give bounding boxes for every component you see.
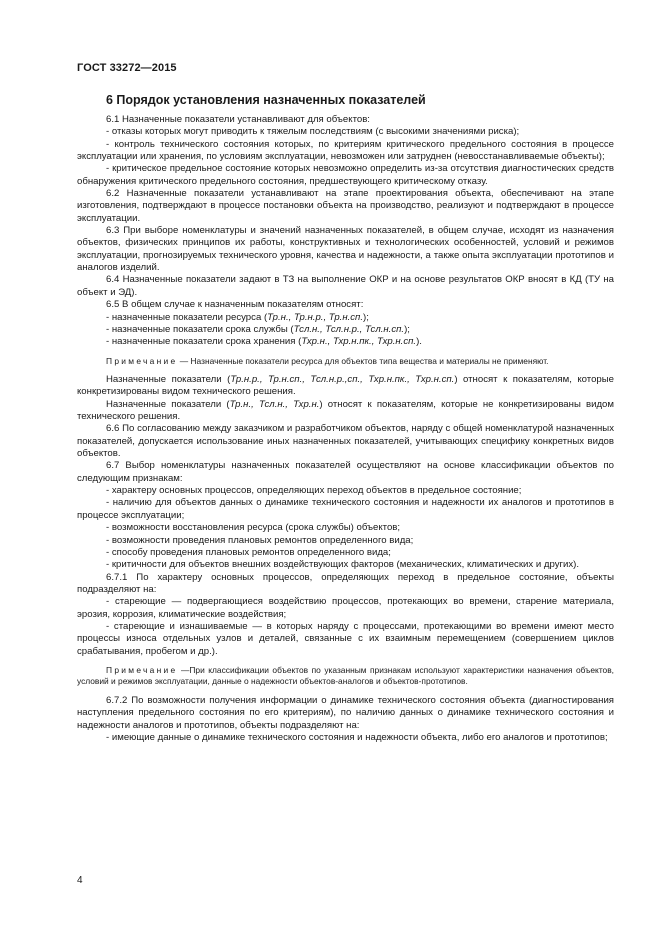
list-item: - критичности для объектов внешних воздействующих факторов (механических, климатических и других). [106, 559, 580, 571]
list-item: - имеющие данные о динамике технического состояния и надежности объекта, либо его аналогов и прототипов; [106, 731, 608, 743]
list-text: - назначенные показатели срока службы ( [106, 323, 294, 335]
paragraph-6-7-2: 6.7.2 По возможности получения информации о динамике технического состояния объекта (диагностирования наступления предельного состояния по его критериям), по наличию данных о динамике технического состояния и надежности аналогов и прототипов, объекты подразделяют на: [77, 694, 614, 731]
list-item: - критическое предельное состояние которых невозможно определить из-за отсутствия диагностических средств обнаружения критического предельного состояния, предшествующего критическому отказу. [77, 163, 614, 187]
text: ) относят к показателям, которые не конкретизированы видом технического решения. [77, 398, 614, 423]
note-label: Примечание [106, 355, 178, 366]
designation-italic: Тр.н.р., Тр.н.сп., Тсл.н.р.,сп., Тхр.н.пк., Тхр.н.сп. [230, 374, 455, 386]
note-1 [77, 356, 614, 368]
list-item: - стареющие — подвергающиеся воздействию процессов, протекающих во времени, старение материала, эрозия, коррозия, климатические воздействия; [77, 596, 614, 620]
list-item: - характеру основных процессов, определяющих переход объектов в предельное состояние; [106, 485, 522, 497]
paragraph-6-1: 6.1 Назначенные показатели устанавливают для объектов: [106, 114, 370, 125]
list-end: ). [416, 336, 422, 348]
text: Назначенные показатели ( [106, 374, 231, 386]
list-item: - стареющие и изнашиваемые — в которых наряду с процессами, протекающими во времени имеют место процессы износа отдельных узлов и деталей, связанные с их взаимным перемещением (совершением циклов срабатывания, пробегом и др.). [77, 620, 614, 657]
section-title: 6 Порядок установления назначенных показателей [106, 93, 426, 107]
list-end: ); [404, 323, 410, 335]
designation-italic: Тхр.н., Тхр.н.пк., Тхр.н.сп. [301, 336, 417, 348]
list-item [77, 312, 614, 324]
paragraph-general-indicators [77, 399, 614, 424]
paragraph-specific-indicators [77, 374, 614, 399]
note-2 [77, 665, 614, 688]
list-item: - отказы которых могут приводить к тяжелым последствиям (с высокими значениями риска); [106, 126, 520, 138]
list-item: - возможности восстановления ресурса (срока службы) объектов; [106, 522, 401, 534]
list-item: - контроль технического состояния которых, по критериям критического предельного состояния в процессе эксплуатации или хранения, по условиям эксплуатации, невозможен или затруднен (невосстанавливаемые объекты); [77, 138, 614, 163]
list-end: ); [363, 311, 369, 323]
document-body [77, 114, 614, 744]
designation-italic: Тр.н., Тр.н.р., Тр.н.сп. [267, 311, 364, 323]
note-text: — Назначенные показатели ресурса для объектов типа вещества и материалы не применяют. [177, 355, 549, 366]
designation-italic: Тр.н., Тсл.н., Тхр.н. [229, 398, 320, 410]
list-item: - возможности проведения плановых ремонтов определенного вида; [106, 534, 414, 546]
paragraph-6-7: 6.7 Выбор номенклатуры назначенных показателей осуществляют на основе классификации объектов по следующим признакам: [77, 460, 614, 484]
note-label: Примечание [106, 664, 178, 675]
paragraph-6-5: 6.5 В общем случае к назначенным показателям относят: [106, 299, 364, 311]
paragraph-6-3: 6.3 При выборе номенклатуры и значений назначенных показателей, в общем случае, исходят из назначения объектов, физических принципов их работы, конструктивных и технологических особенностей, условий и режимов эксплуатации, прогнозируемых технического уровня, качества и надежности, а также опыта эксплуатации прототипов и аналогов изделий. [77, 225, 614, 274]
list-item [77, 336, 614, 348]
paragraph-6-7-1: 6.7.1 По характеру основных процессов, определяющих переход в предельное состояние, объекты подразделяют на: [77, 571, 614, 595]
paragraph-6-6: 6.6 По согласованию между заказчиком и разработчиком объектов, наряду с общей номенклатурой назначенных показателей, допускается использование иных назначенных показателей, учитывающих специфику конкретных видов объектов. [77, 423, 614, 460]
list-text: - назначенные показатели ресурса ( [106, 311, 268, 323]
paragraph-6-2: 6.2 Назначенные показатели устанавливают на этапе проектирования объекта, обеспечивают на этапе изготовления, подтверждают в процессе постановки объекта на производство, реализуют и подтверждают в процессе эксплуатации. [77, 188, 614, 224]
document-code-header: ГОСТ 33272—2015 [77, 62, 177, 74]
text: ) относят к показателям, которые конкретизированы видом технического решения. [77, 374, 614, 398]
designation-italic: Тсл.н., Тсл.н.р., Тсл.н.сп. [293, 323, 405, 335]
paragraph-6-4: 6.4 Назначенные показатели задают в ТЗ на выполнение ОКР и на основе результатов ОКР вносят в КД (ТУ на объект и ЭД). [77, 274, 614, 298]
list-item [77, 324, 614, 336]
list-text: - назначенные показатели срока хранения ( [106, 336, 302, 348]
list-item: - способу проведения плановых ремонтов определенного вида; [106, 546, 391, 558]
text: Назначенные показатели ( [106, 398, 230, 410]
list-item: - наличию для объектов данных о динамике технического состояния и надежности их аналогов и прототипов в процессе эксплуатации; [77, 497, 614, 521]
note-text: —При классификации объектов по указанным признакам используют характеристики назначения объектов, условий и режимов эксплуатации, данные о надежности объектов-аналогов и объектов-прототипов. [77, 664, 614, 687]
page-number: 4 [77, 875, 83, 886]
